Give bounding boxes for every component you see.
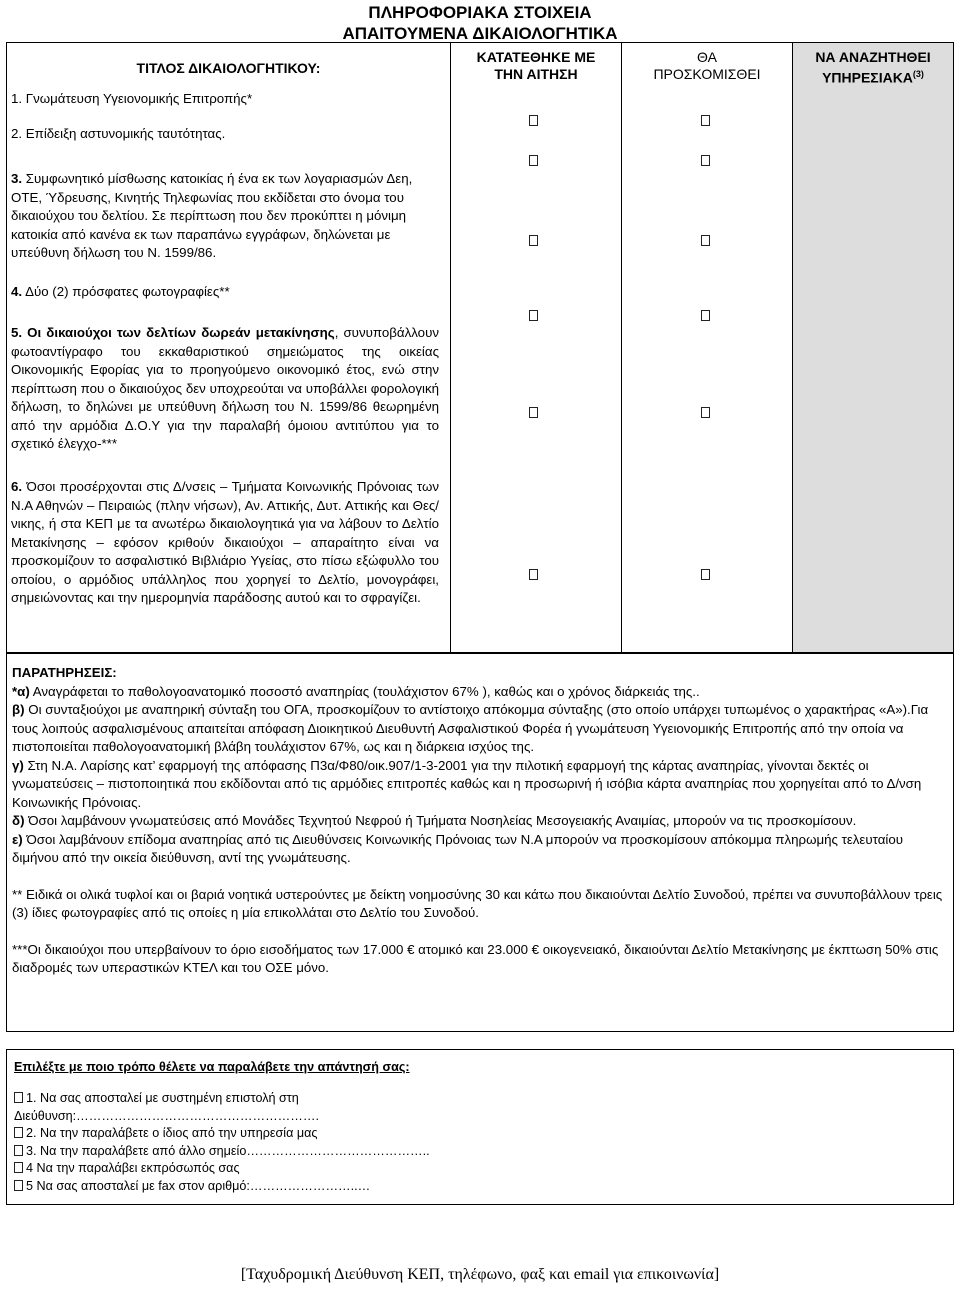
contact-footer: [Ταχυδρομική Διεύθυνση ΚΕΠ, τηλέφωνο, φαξ και email για επικοινωνία] — [240, 1266, 720, 1283]
document-item-4: 4. Δύο (2) πρόσφατες φωτογραφίες** — [11, 284, 230, 299]
service-column-shading — [792, 43, 953, 652]
option-checkbox[interactable] — [14, 1180, 23, 1191]
delivery-option-5[interactable]: 5 Να σας αποσταλεί με fax στον αριθμό:……………………..… — [14, 1178, 953, 1196]
delivery-option-1[interactable]: 1. Να σας αποσταλεί με συστημένη επιστολή στη — [14, 1090, 953, 1108]
note-a: *α) Αναγράφεται το παθολογοανατομικό ποσοστό αναπηρίας (τουλάχιστον 67% ), καθώς και ο χρόνος διάρκειάς της.. — [12, 683, 700, 699]
document-item-3: 3. Συμφωνητικό μίσθωσης κατοικίας ή ένα εκ των λογαριασμών Δεη, ΟΤΕ, Ύδρευσης, Κινητής Τηλεφωνίας που εκδίδεται στο όνομα του δικαιούχου του δελτίου. Σε περίπτωση που δεν προκύπτει η μόνιμη κατοικία από κανένα εκ των παραπάνω εγγράφων, δηλώνεται με υπεύθυνη δήλωση του Ν. 1599/86. — [11, 171, 413, 260]
delivery-option-4[interactable]: 4 Να την παραλάβει εκπρόσωπός σας — [14, 1160, 953, 1178]
document-item-1: 1. Γνωμάτευση Υγειονομικής Επιτροπής* — [11, 91, 253, 106]
checkbox-submitted-item-6[interactable] — [529, 569, 538, 580]
checkbox-bring-item-4[interactable] — [701, 310, 710, 321]
page-title-line-1: ΠΛΗΡΟΦΟΡΙΑΚΑ ΣΤΟΙΧΕΙΑ — [368, 3, 592, 22]
document-item-5: 5. Οι δικαιούχοι των δελτίων δωρεάν μετακίνησης, συνυποβάλλουν φωτοαντίγραφο του εκκαθαριστικού σημειώματος της οικείας Οικονομικής Εφορίας για το προηγούμενο οικονομικό έτος, ενώ στην περίπτωση που ο δικαιούχος δεν υποχρεούται να υποβάλλει φορολογική δήλωση, το δηλώνει με υπεύθυνη δήλωση του Ν. 1599/86 θεωρημένη από την αρμόδια Δ.Ο.Υ για την παραλαβή όμοιου αντιτύπου για το σχετικό έλεγχο-*** — [11, 325, 439, 451]
checkbox-bring-item-5[interactable] — [701, 407, 710, 418]
column-divider — [621, 43, 622, 652]
delivery-options-heading: Επιλέξτε με ποιο τρόπο θέλετε να παραλάβετε την απάντησή σας: — [14, 1060, 410, 1074]
column-header-submitted: ΚΑΤΑΤΕΘΗΚΕ ΜΕ ΤΗΝ ΑΙΤΗΣΗ — [476, 49, 596, 82]
column-header-service-search: ΝΑ ΑΝΑΖΗΤΗΘΕΙ ΥΠΗΡΕΣΙΑΚΑ$^{(3)}$ — [815, 49, 931, 86]
document-title-label: ΤΙΤΛΟΣ ΔΙΚΑΙΟΛΟΓΗΤΙΚΟΥ: — [136, 60, 321, 76]
notes-box — [6, 653, 954, 1032]
option-checkbox[interactable] — [14, 1127, 23, 1138]
column-header-to-bring: ΘΑ ΠΡΟΣΚΟΜΙΣΘΕΙ — [653, 49, 761, 82]
delivery-options-box — [6, 1049, 954, 1205]
option-checkbox[interactable] — [14, 1145, 23, 1156]
checkbox-bring-item-3[interactable] — [701, 235, 710, 246]
checkbox-bring-item-2[interactable] — [701, 155, 710, 166]
column-divider — [792, 43, 793, 652]
option-checkbox[interactable] — [14, 1092, 23, 1103]
checkbox-submitted-item-1[interactable] — [529, 115, 538, 126]
option-checkbox[interactable] — [14, 1162, 23, 1173]
checkbox-submitted-item-3[interactable] — [529, 235, 538, 246]
document-item-2: 2. Επίδειξη αστυνομικής ταυτότητας. — [11, 126, 226, 141]
notes-heading: ΠΑΡΑΤΗΡΗΣΕΙΣ: — [12, 665, 117, 680]
note-b: β) Οι συνταξιούχοι με αναπηρική σύνταξη του ΟΓΑ, προσκομίζουν το αντίστοιχο απόκομμα σύνταξης (στο οποίο υπάρχει τυπωμένος ο χαρακτήρας «Α»).Για τους λοιπούς ασφαλισμένους απαιτείται απόφαση Διοικητικού Διευθυντή Ασφαλιστικού Φορέα ή γνωμάτευση Υγειονομικής Επιτροπής από την οποία να πιστοποιείται παθολογοανατομική βλάβη τουλάχιστον 67%, ως και η διάρκεια ισχύος της. — [12, 702, 929, 754]
delivery-option-2[interactable]: 2. Να την παραλάβετε ο ίδιος από την υπηρεσία μας — [14, 1125, 953, 1143]
delivery-option-1-address: Διεύθυνση:…………………………………………………. — [14, 1108, 319, 1123]
documents-table — [6, 42, 954, 653]
page-title-line-2: ΑΠΑΙΤΟΥΜΕΝΑ ΔΙΚΑΙΟΛΟΓΗΤΙΚΑ — [342, 24, 618, 43]
checkbox-submitted-item-2[interactable] — [529, 155, 538, 166]
column-divider — [450, 43, 451, 652]
note-g: γ) Στη Ν.Α. Λαρίσης κατ’ εφαρμογή της απόφασης Π3α/Φ80/οικ.907/1-3-2001 για την πιλοτική εφαρμογή της κάρτας αναπηρίας, γίνονται δεκτές οι γνωματεύσεις – πιστοποιητικά που εκδίδονται από τις αρμόδιες επιτροπές καθώς και η προσωρινή ή ισόβια κάρτα αναπηρίας που χορηγείται από το Δ/νση Κοινωνικής Πρόνοιας. — [12, 757, 922, 810]
checkbox-bring-item-1[interactable] — [701, 115, 710, 126]
document-item-6: 6. Όσοι προσέρχονται στις Δ/νσεις – Τμήματα Κοινωνικής Πρόνοιας των Ν.Α Αθηνών – Πειραιώς (πλην νήσων), Αν. Αττικής, Δυτ. Αττικής και Θες/νικης, ή στα ΚΕΠ με τα ανωτέρω δικαιολογητικά για να λάβουν το Δελτίο Μετακίνησης – εφόσον κριθούν δικαιούχοι – απαραίτητο είναι να προσκομίζουν το ασφαλιστικό Βιβλιάριο Υγείας, στο πίσω εξώφυλλο του οποίου, ο αρμόδιος υπάλληλος που χορηγεί το Δελτίο, μονογράφει, σημειώνοντας και την ημερομηνία παράδοσης αυτού και το σφραγίζει. — [11, 479, 439, 605]
note-d: δ) Όσοι λαμβάνουν γνωματεύσεις από Μονάδες Τεχνητού Νεφρού ή Τμήματα Νοσηλείας Μεσογειακής Αναιμίας, μπορούν να τις προσκομίσουν. — [12, 813, 857, 828]
note-double-star: ** Ειδικά οι ολικά τυφλοί και οι βαριά νοητικά υστερούντες με δείκτη νοημοσύνης 30 και κάτω που δικαιούνται Δελτίο Συνοδού, πρέπει να συνυποβάλλουν τρεις (3) ίδιες φωτογραφίες από τις οποίες η μία επικολλάται στο Δελτίο του Συνοδού. — [12, 886, 943, 920]
checkbox-submitted-item-4[interactable] — [529, 310, 538, 321]
note-e: ε) Όσοι λαμβάνουν επίδομα αναπηρίας από τις Διευθύνσεις Κοινωνικής Πρόνοιας των Ν.Α μπορούν να προσκομίσουν απόκομμα πληρωμής τελευταίου διμήνου από την οικεία διεύθυνση, αντί της γνωμάτευσης. — [12, 831, 904, 865]
note-triple-star: ***Οι δικαιούχοι που υπερβαίνουν το όριο εισοδήματος των 17.000 € ατομικό και 23.000 € οικογενειακό, δικαιούνται Δελτίο Μετακίνησης με έκπτωση 50% στις διαδρομές των υπεραστικών ΚΤΕΛ και του ΟΣΕ μόνο. — [12, 941, 939, 975]
delivery-option-3[interactable]: 3. Να την παραλάβετε από άλλο σημείο…………………………………….. — [14, 1143, 953, 1161]
checkbox-submitted-item-5[interactable] — [529, 407, 538, 418]
checkbox-bring-item-6[interactable] — [701, 569, 710, 580]
